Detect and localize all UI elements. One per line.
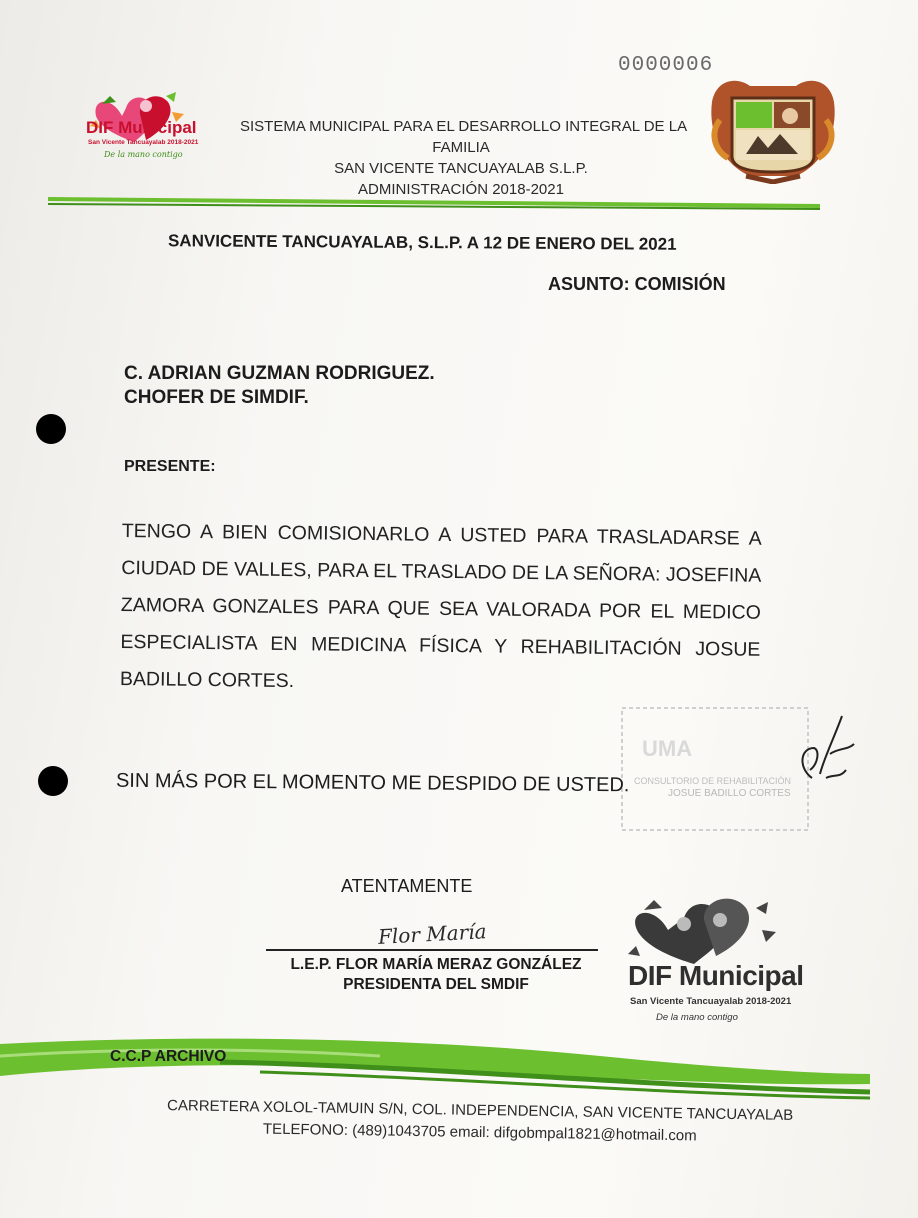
dif-stamp	[624, 886, 804, 1030]
body-paragraph: TENGO A BIEN COMISIONARLO A USTED PARA TRASLADARSE A CIUDAD DE VALLES, PARA EL TRASLADO DE LA SEÑORA: JOSEFINA ZAMORA GONZALES PARA QUE SEA VALORADA POR EL MEDICO ESPECIALISTA EN MEDICINA FÍSICA Y REHABILITACIÓN JOSUE BADILLO CORTES.	[119, 519, 762, 693]
header-line: FAMILIA	[432, 139, 490, 156]
header-line: ADMINISTRACIÓN 2018-2021	[358, 181, 564, 198]
institution-header	[240, 116, 688, 200]
valediction: ATENTAMENTE	[341, 876, 473, 896]
signature-line	[266, 949, 598, 951]
recipient-name: C. ADRIAN GUZMAN RODRIGUEZ.	[124, 363, 435, 384]
dif-logo-header	[82, 76, 212, 176]
punch-hole	[36, 414, 66, 444]
municipal-coat-of-arms	[706, 72, 840, 184]
header-line: SAN VICENTE TANCUAYALAB S.L.P.	[334, 160, 588, 177]
received-initials-icon	[790, 708, 860, 798]
dif-logo-tagline: De la mano contigo	[104, 150, 183, 159]
recipient-block	[124, 362, 435, 410]
dif-logo-name: DIF Municipal	[86, 118, 197, 137]
carbon-copy: C.C.P ARCHIVO	[110, 1048, 227, 1065]
signer-title: PRESIDENTA DEL SMDIF	[343, 976, 529, 993]
recipient-position: CHOFER DE SIMDIF.	[124, 387, 309, 408]
header-divider	[48, 197, 820, 211]
svg-text:UMA: UMA	[642, 736, 693, 761]
svg-text:CONSULTORIO DE REHABILITACIÓN: CONSULTORIO DE REHABILITACIÓN	[634, 776, 792, 786]
closing-line: SIN MÁS POR EL MOMENTO ME DESPIDO DE USTED.	[115, 769, 630, 797]
received-stamp	[616, 700, 816, 840]
footer-address: CARRETERA XOLOL-TAMUIN S/N, COL. INDEPENDENCIA, SAN VICENTE TANCUAYALAB	[166, 1097, 794, 1124]
footer-contact: TELEFONO: (489)1043705 email: difgobmpal1821@hotmail.com	[262, 1120, 697, 1145]
dif-logo-subtitle: San Vicente Tancuayalab 2018-2021	[88, 139, 199, 146]
date-line: SANVICENTE TANCUAYALAB, S.L.P. A 12 DE ENERO DEL 2021	[167, 231, 677, 254]
signer-block	[270, 955, 602, 995]
handwritten-signature: Flor María	[377, 919, 488, 949]
folio-number: 0000006	[618, 54, 714, 77]
received-stamp-text: JOSUE BADILLO CORTES	[668, 788, 791, 799]
header-line: SISTEMA MUNICIPAL PARA EL DESARROLLO INTEGRAL DE LA	[240, 118, 688, 135]
greeting: PRESENTE:	[124, 458, 216, 475]
dif-stamp-subtitle: San Vicente Tancuayalab 2018-2021	[630, 996, 792, 1007]
dif-stamp-name: DIF Municipal	[628, 960, 804, 991]
subject-line: ASUNTO: COMISIÓN	[548, 274, 726, 294]
signer-name: L.E.P. FLOR MARÍA MERAZ GONZÁLEZ	[290, 956, 582, 973]
dif-stamp-tagline: De la mano contigo	[656, 1012, 738, 1023]
punch-hole	[38, 766, 68, 796]
dif-stamp-emblem-icon	[624, 886, 796, 966]
